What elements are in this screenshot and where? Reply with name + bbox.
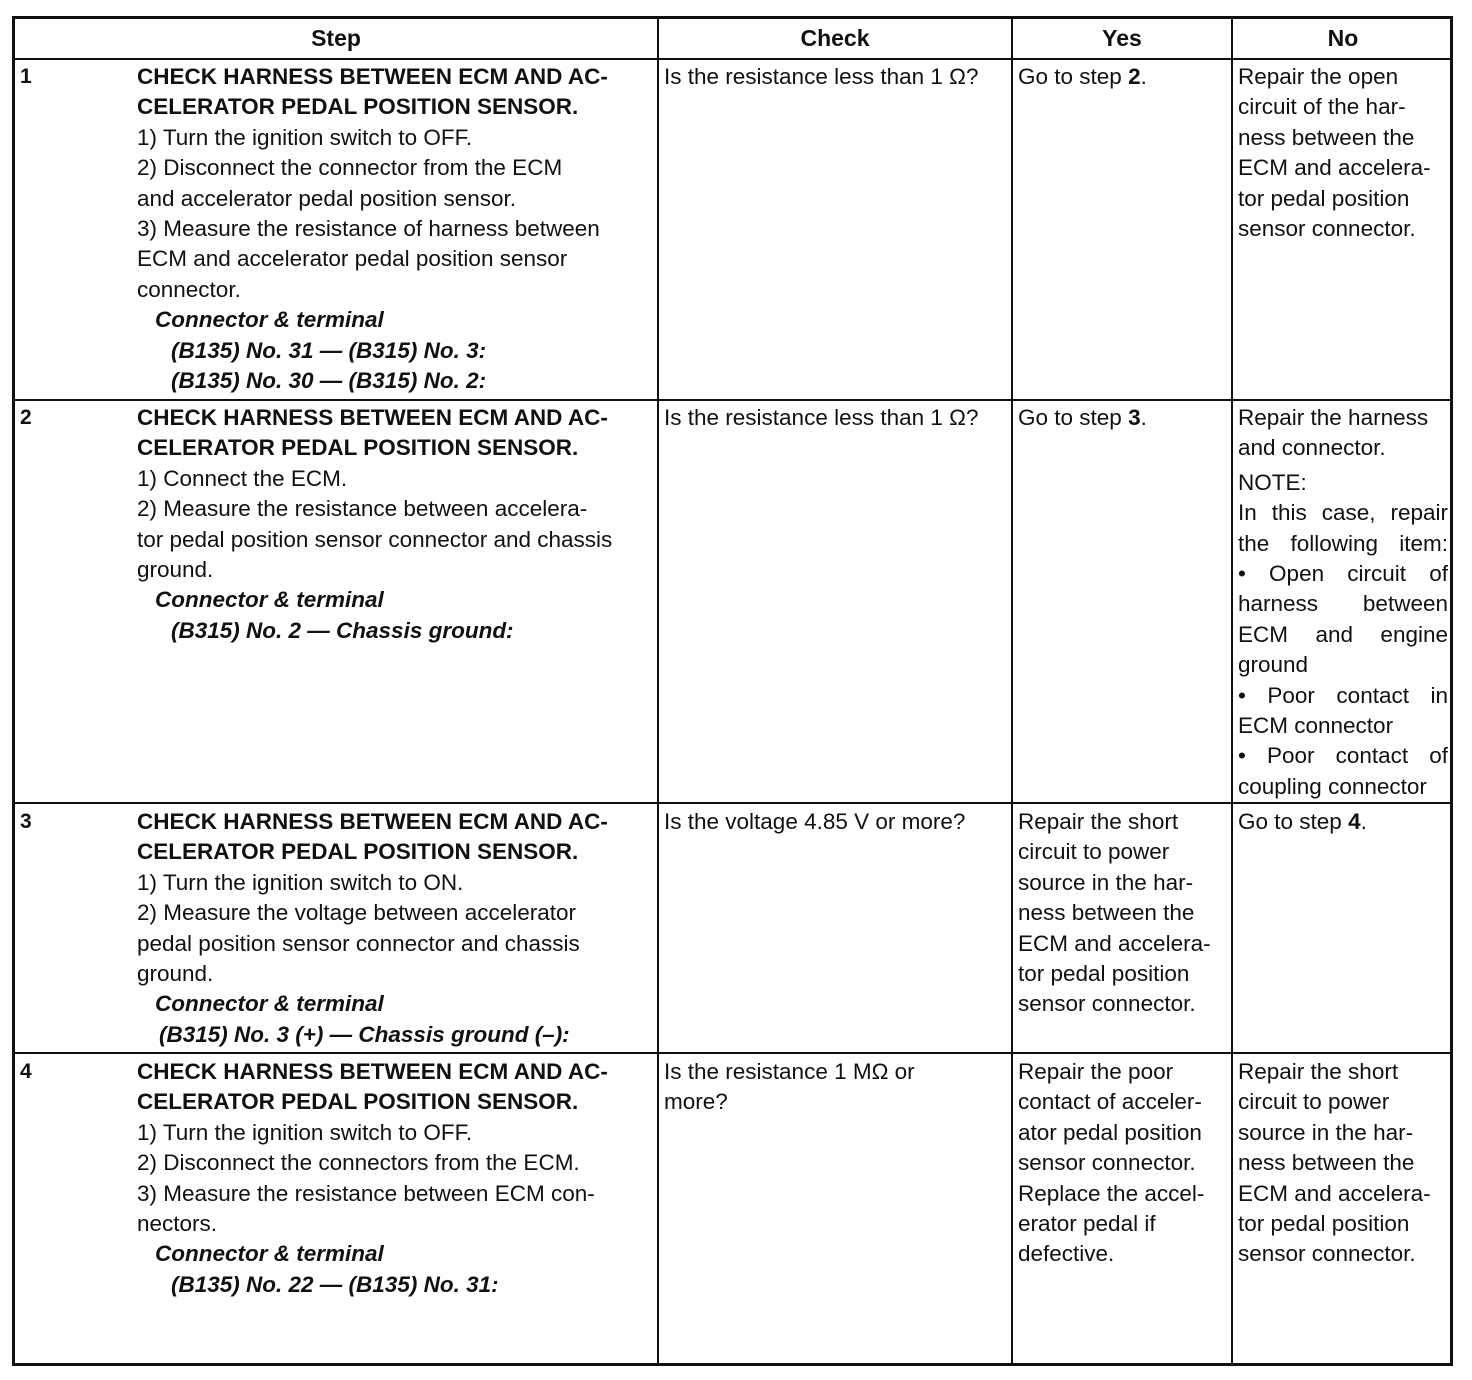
header-yes: Yes (1102, 25, 1142, 51)
no-line: harness between (1238, 591, 1448, 617)
step-line: 1) Turn the ignition switch to OFF. (137, 124, 473, 150)
step-line: 2) Measure the resistance between accelera- (137, 496, 588, 522)
step-line: and accelerator pedal position sensor. (137, 185, 516, 211)
check-question: Is the resistance 1 MΩ or (664, 1059, 915, 1084)
no-line: and connector. (1238, 435, 1386, 461)
step-line: nectors. (137, 1211, 218, 1237)
step-link: 2 (1128, 64, 1141, 89)
check-cell (664, 62, 1010, 92)
connector-terminal-value: (B135) No. 30 — (B315) No. 2: (171, 368, 487, 394)
step-line: 2) Disconnect the connectors from the ECM. (137, 1150, 580, 1176)
header-no: No (1327, 25, 1359, 51)
no-line: • Poor contact in (1238, 682, 1448, 708)
no-line: ECM connector (1238, 713, 1394, 739)
no-cell: Go to step 4. (1238, 809, 1367, 834)
yes-cell: Go to step 2. (1018, 64, 1147, 89)
no-cell (1238, 62, 1452, 244)
yes-line: tor pedal position (1018, 961, 1190, 987)
no-line: ECM and accelera- (1238, 155, 1431, 181)
step-title: CHECK HARNESS BETWEEN ECM AND AC- (137, 64, 608, 89)
connector-terminal-label: Connector & terminal (155, 991, 384, 1017)
yes-line: circuit to power (1018, 839, 1170, 865)
no-line: source in the har- (1238, 1119, 1414, 1145)
no-line: coupling connector (1238, 773, 1427, 799)
no-line: Repair the open (1238, 64, 1399, 89)
connector-terminal-value: (B135) No. 31 — (B315) No. 3: (171, 337, 487, 363)
step-link: 4 (1348, 809, 1361, 834)
no-cell (1238, 1057, 1452, 1270)
no-line: sensor connector. (1238, 216, 1416, 242)
no-line: circuit of the har- (1238, 94, 1406, 120)
yes-line: sensor connector. (1018, 991, 1196, 1017)
note-label: NOTE: (1238, 469, 1307, 495)
no-line: ness between the (1238, 124, 1415, 150)
no-line: Repair the harness (1238, 405, 1429, 430)
connector-terminal-value: (B315) No. 2 — Chassis ground: (171, 617, 514, 643)
check-cell (664, 403, 1010, 433)
no-line: • Poor contact of (1238, 743, 1448, 769)
yes-line: source in the har- (1018, 869, 1194, 895)
yes-cell (1018, 1057, 1230, 1270)
connector-terminal-value: (B315) No. 3 (+) — Chassis ground (–): (159, 1021, 570, 1047)
step-title: CHECK HARNESS BETWEEN ECM AND AC- (137, 1059, 608, 1084)
step-description (137, 1057, 655, 1300)
yes-line: defective. (1018, 1241, 1115, 1267)
yes-line: Repair the poor (1018, 1059, 1174, 1084)
step-line: 3) Measure the resistance of harness between (137, 216, 600, 242)
step-title: CHECK HARNESS BETWEEN ECM AND AC- (137, 405, 608, 430)
column-divider (1231, 19, 1233, 1363)
check-question: more? (664, 1089, 728, 1115)
header-step: Step (311, 25, 361, 51)
step-link: 3 (1128, 405, 1141, 430)
step-number: 1 (20, 65, 32, 88)
yes-line: contact of acceler- (1018, 1089, 1202, 1115)
step-description (137, 807, 655, 1050)
yes-text: Go to step (1018, 405, 1129, 430)
step-title: CELERATOR PEDAL POSITION SENSOR. (137, 94, 579, 120)
check-question: Is the voltage 4.85 V or more? (664, 809, 966, 834)
step-number: 3 (20, 810, 32, 833)
no-line: tor pedal position (1238, 185, 1410, 211)
no-line: ECM and accelera- (1238, 1180, 1431, 1206)
yes-cell: Go to step 3. (1018, 405, 1147, 430)
yes-cell (1018, 807, 1230, 1020)
step-line: 1) Turn the ignition switch to ON. (137, 869, 464, 895)
column-divider (657, 19, 659, 1363)
header-check: Check (800, 25, 870, 51)
row-divider (15, 58, 1450, 60)
step-line: connector. (137, 276, 241, 302)
no-line: sensor connector. (1238, 1241, 1416, 1267)
step-line: ground. (137, 557, 214, 583)
yes-line: ECM and accelera- (1018, 930, 1211, 956)
step-title: CELERATOR PEDAL POSITION SENSOR. (137, 435, 579, 461)
step-line: 3) Measure the resistance between ECM con- (137, 1180, 595, 1206)
step-line: ECM and accelerator pedal position sensor (137, 246, 568, 272)
connector-terminal-label: Connector & terminal (155, 307, 384, 333)
step-line: 1) Connect the ECM. (137, 465, 348, 491)
no-cell (1238, 403, 1448, 802)
no-line: ECM and engine (1238, 621, 1448, 647)
step-description (137, 403, 655, 646)
yes-line: Replace the accel- (1018, 1180, 1205, 1206)
yes-line: ator pedal position (1018, 1119, 1202, 1145)
column-divider (1011, 19, 1013, 1363)
no-line: circuit to power (1238, 1089, 1390, 1115)
step-number: 2 (20, 406, 32, 429)
no-line: ground (1238, 652, 1309, 678)
row-divider (15, 1052, 1450, 1054)
diagnostic-table (12, 16, 1453, 1366)
check-cell (664, 1057, 1010, 1118)
connector-terminal-label: Connector & terminal (155, 587, 384, 613)
step-title: CELERATOR PEDAL POSITION SENSOR. (137, 839, 579, 865)
step-number: 4 (20, 1060, 32, 1083)
yes-line: Repair the short (1018, 809, 1179, 834)
step-line: pedal position sensor connector and chassis (137, 930, 580, 956)
yes-text: Go to step (1018, 64, 1129, 89)
no-text: Go to step (1238, 809, 1349, 834)
check-question: Is the resistance less than 1 Ω? (664, 64, 979, 89)
check-question: Is the resistance less than 1 Ω? (664, 405, 979, 430)
connector-terminal-value: (B135) No. 22 — (B135) No. 31: (171, 1271, 499, 1297)
step-line: 2) Measure the voltage between accelerator (137, 900, 577, 926)
no-line: the following item: (1238, 530, 1448, 556)
no-line: ness between the (1238, 1150, 1415, 1176)
no-line: • Open circuit of (1238, 561, 1448, 587)
connector-terminal-label: Connector & terminal (155, 1241, 384, 1267)
yes-line: ness between the (1018, 900, 1195, 926)
row-divider (15, 399, 1450, 401)
step-description (137, 62, 655, 396)
no-line: tor pedal position (1238, 1211, 1410, 1237)
step-line: ground. (137, 961, 214, 987)
step-title: CELERATOR PEDAL POSITION SENSOR. (137, 1089, 579, 1115)
step-line: tor pedal position sensor connector and chassis (137, 526, 613, 552)
row-divider (15, 802, 1450, 804)
step-line: 1) Turn the ignition switch to OFF. (137, 1119, 473, 1145)
step-line: 2) Disconnect the connector from the ECM (137, 155, 563, 181)
yes-line: erator pedal if (1018, 1211, 1156, 1237)
no-line: Repair the short (1238, 1059, 1399, 1084)
step-title: CHECK HARNESS BETWEEN ECM AND AC- (137, 809, 608, 834)
yes-line: sensor connector. (1018, 1150, 1196, 1176)
no-line: In this case, repair (1238, 500, 1448, 526)
check-cell (664, 807, 1010, 837)
